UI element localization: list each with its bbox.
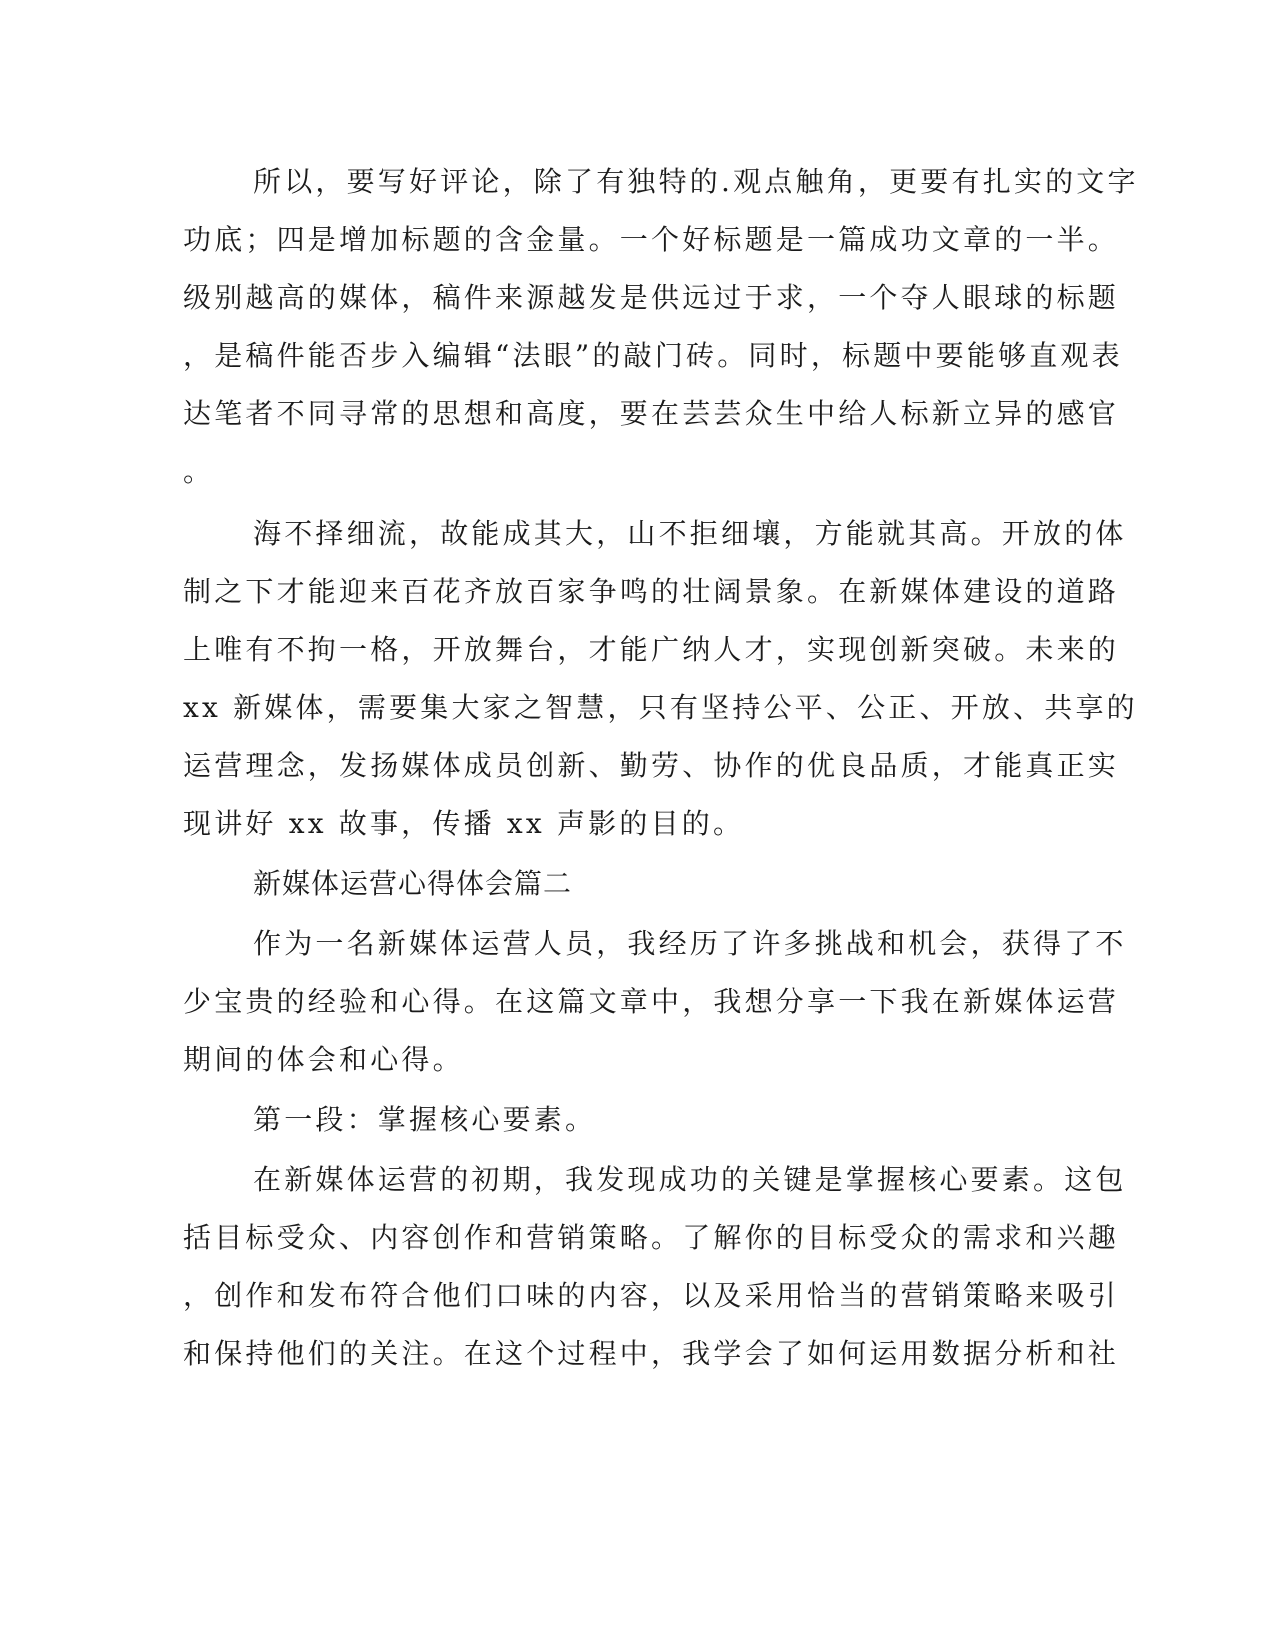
paragraph-2-line-1: 海不择细流，故能成其大，山不拒细壤，方能就其高。开放的体 [253,517,1127,550]
section-heading: 新媒体运营心得体会篇二 [253,867,573,900]
paragraph-3-line-1: 作为一名新媒体运营人员，我经历了许多挑战和机会，获得了不 [253,927,1127,960]
paragraph-2-line-6: 现讲好 xx 故事，传播 xx 声影的目的。 [183,807,745,840]
paragraph-1-line-2: 功底；四是增加标题的含金量。一个好标题是一篇成功文章的一半。 [183,223,1120,256]
subsection-heading: 第一段：掌握核心要素。 [253,1103,597,1136]
paragraph-4-line-2: 括目标受众、内容创作和营销策略。了解你的目标受众的需求和兴趣 [183,1221,1120,1254]
paragraph-2-line-4: xx 新媒体，需要集大家之智慧，只有坚持公平、公正、开放、共享的 [183,691,1138,724]
paragraph-4-line-4: 和保持他们的关注。在这个过程中，我学会了如何运用数据分析和社 [183,1337,1120,1370]
paragraph-1-line-3: 级别越高的媒体，稿件来源越发是供远过于求，一个夺人眼球的标题 [183,281,1120,314]
paragraph-1-line-4: ，是稿件能否步入编辑“法眼”的敲门砖。同时，标题中要能够直观表 [183,339,1123,372]
paragraph-4-line-1: 在新媒体运营的初期，我发现成功的关键是掌握核心要素。这包 [253,1163,1127,1196]
paragraph-3-line-3: 期间的体会和心得。 [183,1043,464,1076]
paragraph-1-line-1: 所以，要写好评论，除了有独特的.观点触角，更要有扎实的文字 [253,165,1139,198]
paragraph-1-line-5: 达笔者不同寻常的思想和高度，要在芸芸众生中给人标新立异的感官 [183,397,1120,430]
paragraph-4-line-3: ，创作和发布符合他们口味的内容，以及采用恰当的营销策略来吸引 [183,1279,1120,1312]
paragraph-2-line-5: 运营理念，发扬媒体成员创新、勤劳、协作的优良品质，才能真正实 [183,749,1120,782]
paragraph-3-line-2: 少宝贵的经验和心得。在这篇文章中，我想分享一下我在新媒体运营 [183,985,1120,1018]
paragraph-2-line-2: 制之下才能迎来百花齐放百家争鸣的壮阔景象。在新媒体建设的道路 [183,575,1120,608]
paragraph-2-line-3: 上唯有不拘一格，开放舞台，才能广纳人才，实现创新突破。未来的 [183,633,1120,666]
paragraph-1-line-6: 。 [183,455,215,488]
